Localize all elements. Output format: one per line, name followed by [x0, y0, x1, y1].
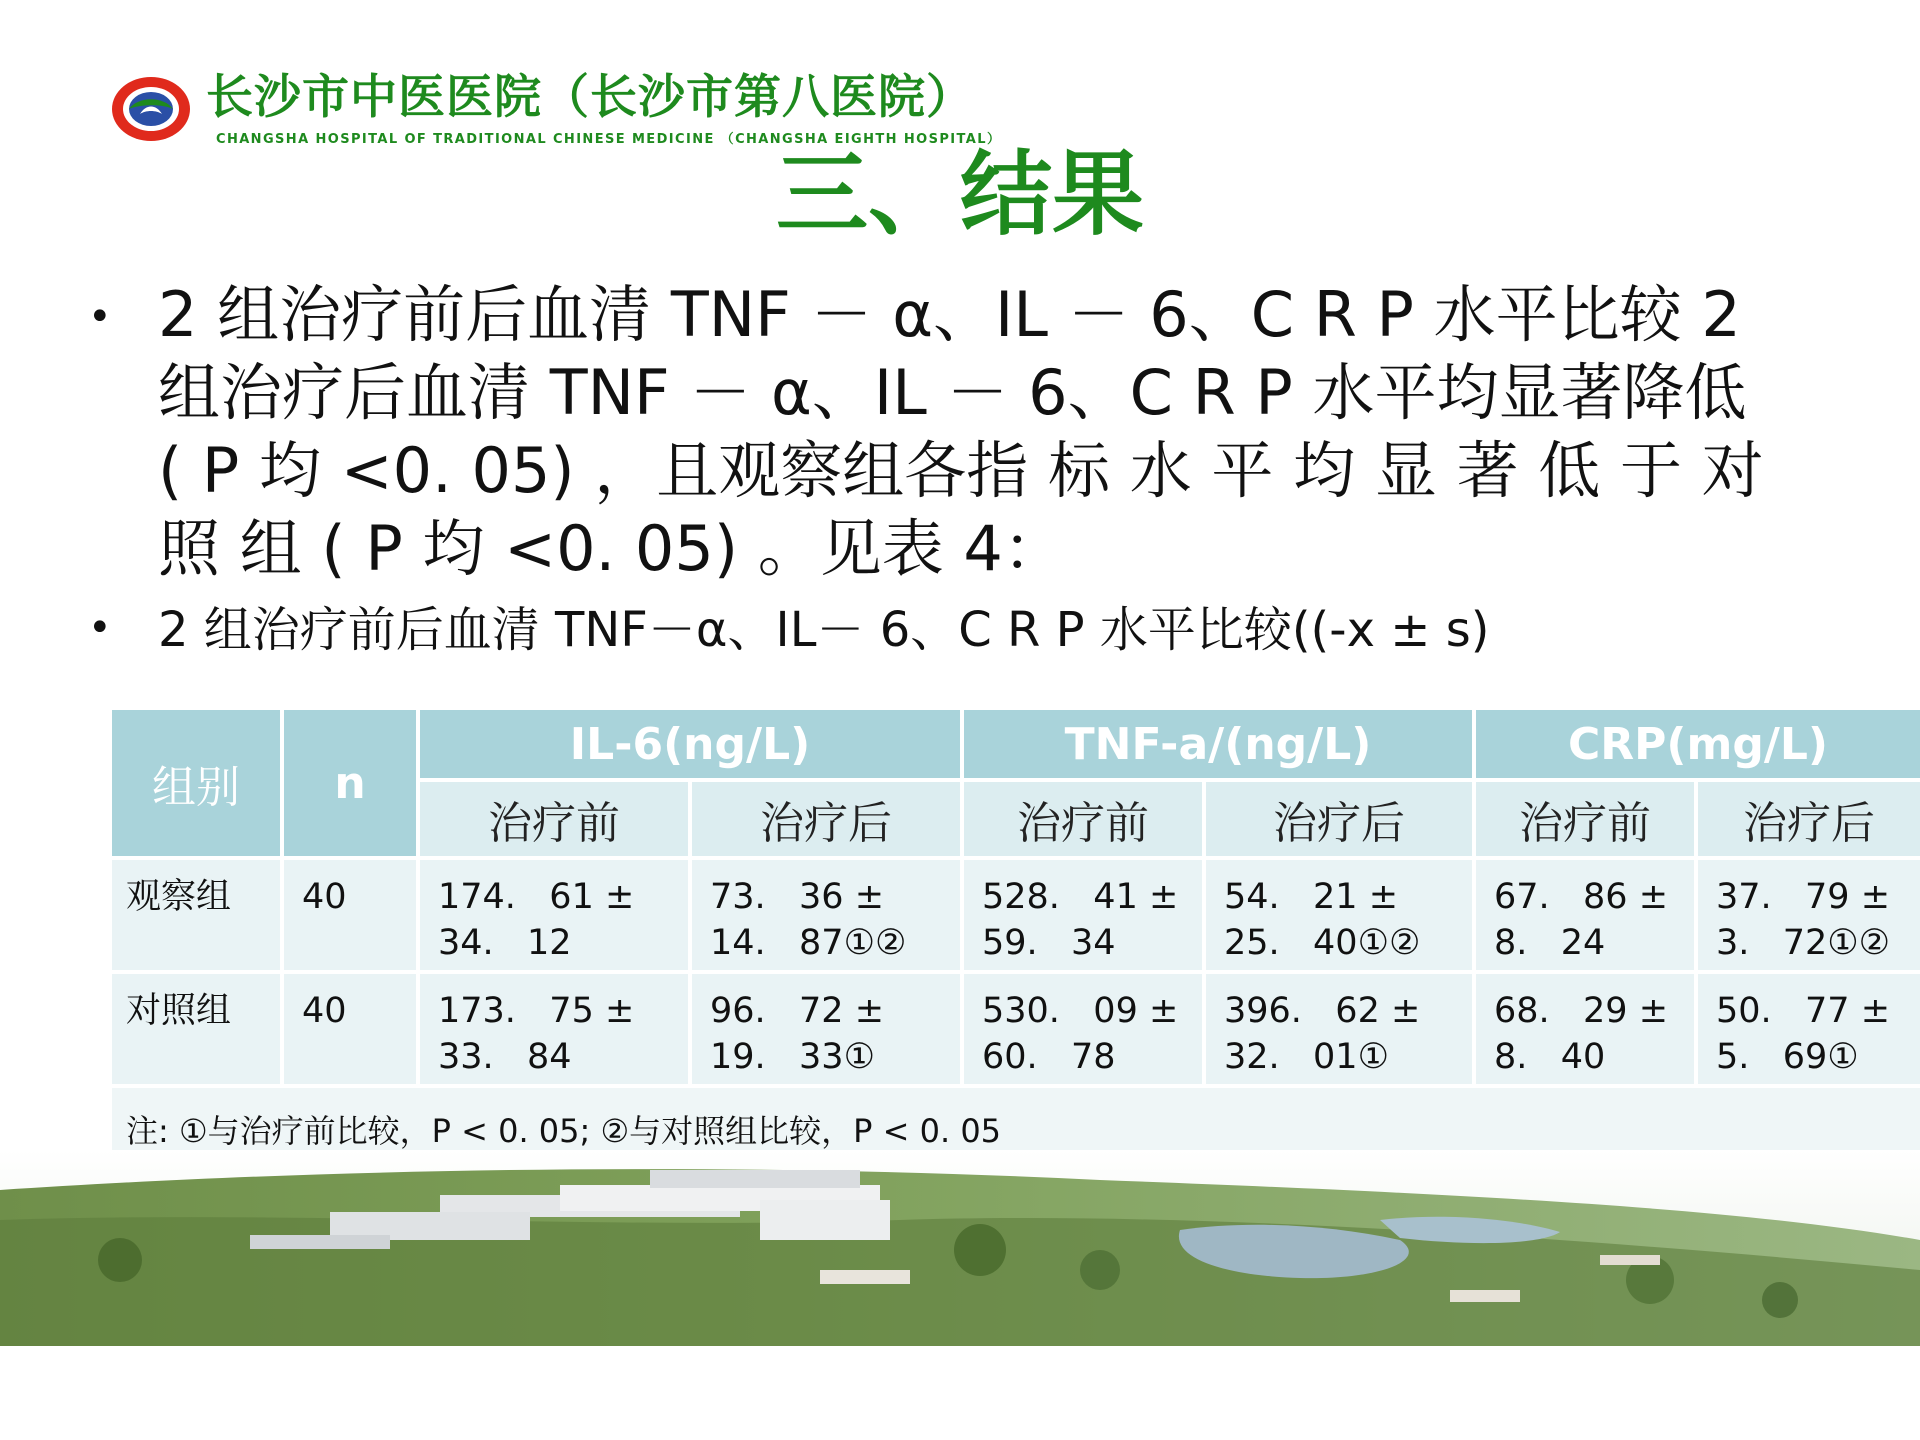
hospital-campus-aerial-view — [0, 1150, 1920, 1346]
col-header-n: n — [282, 708, 418, 858]
bullet-list — [80, 276, 1780, 664]
sub-header-before: 治疗前 — [962, 780, 1204, 858]
row-n: 40 — [282, 972, 418, 1086]
col-header-il6: IL-6(ng/L) — [418, 708, 962, 780]
table-cell: 96. 72 ± 19. 33① — [690, 972, 962, 1086]
bullet-item — [80, 596, 1780, 664]
table-cell: 174. 61 ± 34. 12 — [418, 858, 690, 972]
sub-header-after: 治疗后 — [690, 780, 962, 858]
results-table — [108, 706, 1920, 1174]
table-cell: 528. 41 ± 59. 34 — [962, 858, 1204, 972]
table-cell: 530. 09 ± 60. 78 — [962, 972, 1204, 1086]
table-cell: 68. 29 ± 8. 40 — [1474, 972, 1696, 1086]
table-note: 注: ①与治疗前比较，P < 0. 05; ②与对照组比较，P < 0. 05 — [110, 1086, 1920, 1172]
col-header-group: 组别 — [110, 708, 282, 858]
bullet-text: 2 组治疗前后血清 TNF－α、IL－ 6、C R P 水平比较((-x ± s) — [158, 602, 1490, 658]
sub-header-after: 治疗后 — [1204, 780, 1474, 858]
bullet-item — [80, 276, 1780, 588]
col-header-crp: CRP(mg/L) — [1474, 708, 1920, 780]
table-cell: 54. 21 ± 25. 40①② — [1204, 858, 1474, 972]
table-cell: 73. 36 ± 14. 87①② — [690, 858, 962, 972]
table-row — [110, 972, 1920, 1086]
bullet-text: 2 组治疗前后血清 TNF － α、IL － 6、C R P 水平比较 2 组治疗后血清 TNF － α、IL － 6、C R P 水平均显著降低 ( P 均 <0. 05) ，且观察组各指 标 水 平 均 显 著 低 于 对 照 组 ( P 均 <0. 05) 。见表 4： — [158, 278, 1764, 585]
hospital-name-en: CHANGSHA HOSPITAL OF TRADITIONAL CHINESE MEDICINE （CHANGSHA EIGHTH HOSPITAL） — [216, 132, 1002, 147]
table-cell: 173. 75 ± 33. 84 — [418, 972, 690, 1086]
sub-header-before: 治疗前 — [418, 780, 690, 858]
row-n: 40 — [282, 858, 418, 972]
table-cell: 50. 77 ± 5. 69① — [1696, 972, 1920, 1086]
slide-title: 三、结果 — [775, 141, 1144, 248]
table-row — [110, 858, 1920, 972]
row-label: 观察组 — [110, 858, 282, 972]
table-cell: 67. 86 ± 8. 24 — [1474, 858, 1696, 972]
sub-header-before: 治疗前 — [1474, 780, 1696, 858]
table-cell: 396. 62 ± 32. 01① — [1204, 972, 1474, 1086]
bullet-dot-icon: • — [88, 605, 112, 651]
table-cell: 37. 79 ± 3. 72①② — [1696, 858, 1920, 972]
col-header-tnf: TNF-a/(ng/L) — [962, 708, 1474, 780]
bullet-dot-icon: • — [88, 294, 112, 340]
hospital-name-cn: 长沙市中医医院（长沙市第八医院） — [206, 70, 974, 125]
row-label: 对照组 — [110, 972, 282, 1086]
hospital-logo-icon — [110, 74, 192, 144]
sub-header-after: 治疗后 — [1696, 780, 1920, 858]
